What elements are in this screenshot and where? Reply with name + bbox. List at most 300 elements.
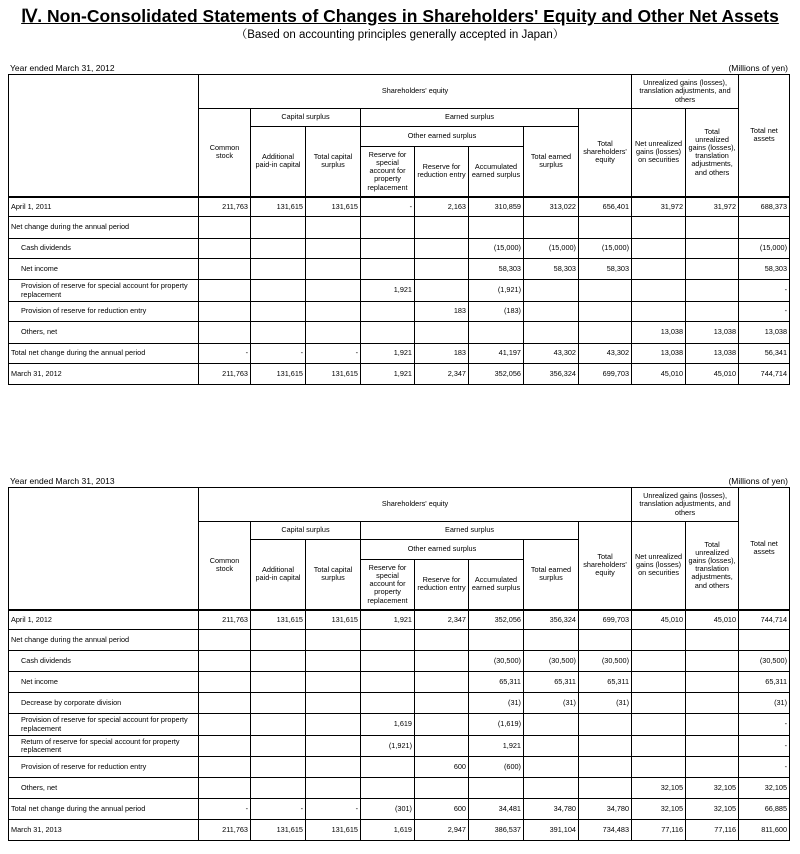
header-common-stock: Common stock (199, 109, 251, 197)
value-cell (415, 736, 469, 757)
value-cell (306, 714, 361, 736)
value-cell (686, 736, 739, 757)
value-cell: 131,615 (251, 197, 306, 217)
header-other-earned-surplus: Other earned surplus (361, 540, 524, 560)
value-cell (632, 651, 686, 672)
value-cell (361, 322, 415, 344)
header-net-unrealized: Net unrealized gains (losses) on securities (632, 109, 686, 197)
value-cell: 58,303 (469, 259, 524, 280)
value-cell: (30,500) (469, 651, 524, 672)
value-cell: 211,763 (199, 610, 251, 630)
header-net-unrealized: Net unrealized gains (losses) on securities (632, 522, 686, 610)
value-cell: - (199, 799, 251, 820)
row-label: Net income (9, 259, 199, 280)
value-cell (415, 259, 469, 280)
header-total-shareholders-equity: Total shareholders' equity (579, 109, 632, 197)
value-cell: 58,303 (739, 259, 790, 280)
header-total-net-assets: Total net assets (739, 75, 790, 197)
value-cell: - (739, 736, 790, 757)
value-cell (199, 693, 251, 714)
value-cell: 32,105 (632, 778, 686, 799)
header-accumulated-earned-surplus: Accumulated earned surplus (469, 147, 524, 197)
header-capital-surplus: Capital surplus (251, 522, 361, 540)
value-cell (469, 217, 524, 239)
value-cell (524, 778, 579, 799)
header-additional-paid-in: Additional paid-in capital (251, 540, 306, 610)
value-cell (199, 778, 251, 799)
value-cell (686, 217, 739, 239)
table-row (9, 259, 790, 280)
value-cell (415, 630, 469, 651)
table-row (9, 651, 790, 672)
row-label: Net income (9, 672, 199, 693)
row-label: Decrease by corporate division (9, 693, 199, 714)
value-cell: 600 (415, 757, 469, 778)
value-cell: 34,780 (579, 799, 632, 820)
value-cell (361, 672, 415, 693)
value-cell: (30,500) (524, 651, 579, 672)
value-cell: (1,921) (361, 736, 415, 757)
value-cell (251, 217, 306, 239)
header-reserve-property-replacement: Reserve for special account for property replacement (361, 147, 415, 197)
value-cell (469, 322, 524, 344)
value-cell: 13,038 (632, 344, 686, 364)
value-cell (306, 239, 361, 259)
value-cell: 2,947 (415, 820, 469, 841)
value-cell (199, 217, 251, 239)
value-cell: 1,921 (361, 610, 415, 630)
value-cell: 34,780 (524, 799, 579, 820)
value-cell: 699,703 (579, 364, 632, 385)
value-cell: 688,373 (739, 197, 790, 217)
value-cell (361, 630, 415, 651)
row-label: Return of reserve for special account for property replacement (9, 736, 199, 757)
value-cell: 58,303 (524, 259, 579, 280)
table-row (9, 799, 790, 820)
value-cell: 65,311 (469, 672, 524, 693)
value-cell (632, 693, 686, 714)
value-cell (686, 239, 739, 259)
value-cell: 734,483 (579, 820, 632, 841)
value-cell: (31) (739, 693, 790, 714)
value-cell: (301) (361, 799, 415, 820)
value-cell: 352,056 (469, 364, 524, 385)
row-label: April 1, 2012 (9, 610, 199, 630)
value-cell: 43,302 (524, 344, 579, 364)
value-cell: - (306, 799, 361, 820)
value-cell (579, 217, 632, 239)
value-cell (251, 630, 306, 651)
value-cell (361, 778, 415, 799)
table-row (9, 736, 790, 757)
value-cell (415, 217, 469, 239)
header-reserve-reduction-entry: Reserve for reduction entry (415, 147, 469, 197)
value-cell: - (251, 344, 306, 364)
header-unrealized-gains: Unrealized gains (losses), translation adjustments, and others (632, 488, 739, 522)
value-cell: 43,302 (579, 344, 632, 364)
row-label: Provision of reserve for special account for property replacement (9, 714, 199, 736)
value-cell (199, 630, 251, 651)
table-row (9, 280, 790, 302)
value-cell (361, 217, 415, 239)
value-cell (579, 736, 632, 757)
table-row (9, 197, 790, 217)
period-label: Year ended March 31, 2013 (10, 476, 115, 486)
row-label: April 1, 2011 (9, 197, 199, 217)
value-cell: 13,038 (739, 322, 790, 344)
value-cell (306, 672, 361, 693)
value-cell (251, 302, 306, 322)
value-cell: (15,000) (524, 239, 579, 259)
value-cell (306, 736, 361, 757)
header-total-capital-surplus: Total capital surplus (306, 540, 361, 610)
header-shareholders-equity: Shareholders' equity (199, 75, 632, 109)
value-cell (632, 714, 686, 736)
row-label: Provision of reserve for special account for property replacement (9, 280, 199, 302)
value-cell: 41,197 (469, 344, 524, 364)
value-cell (579, 322, 632, 344)
value-cell: 131,615 (306, 197, 361, 217)
value-cell (686, 693, 739, 714)
value-cell (361, 651, 415, 672)
value-cell (632, 302, 686, 322)
value-cell: 32,105 (686, 778, 739, 799)
value-cell: 211,763 (199, 364, 251, 385)
value-cell: 45,010 (632, 364, 686, 385)
value-cell (524, 757, 579, 778)
value-cell (199, 280, 251, 302)
value-cell: (15,000) (739, 239, 790, 259)
header-common-stock: Common stock (199, 522, 251, 610)
table-row (9, 610, 790, 630)
value-cell: 600 (415, 799, 469, 820)
value-cell: 744,714 (739, 364, 790, 385)
value-cell (632, 630, 686, 651)
value-cell (632, 280, 686, 302)
value-cell: 2,163 (415, 197, 469, 217)
table-row (9, 364, 790, 385)
value-cell (199, 757, 251, 778)
value-cell: 45,010 (686, 364, 739, 385)
value-cell (361, 693, 415, 714)
row-label: Provision of reserve for reduction entry (9, 302, 199, 322)
header-other-earned-surplus: Other earned surplus (361, 127, 524, 147)
value-cell (361, 239, 415, 259)
table-row (9, 672, 790, 693)
value-cell: 1,921 (361, 344, 415, 364)
value-cell: - (739, 757, 790, 778)
value-cell (686, 630, 739, 651)
value-cell (251, 672, 306, 693)
row-label: Net change during the annual period (9, 630, 199, 651)
value-cell (524, 736, 579, 757)
value-cell (686, 714, 739, 736)
value-cell (199, 651, 251, 672)
value-cell (686, 259, 739, 280)
header-corner (9, 488, 199, 610)
value-cell (415, 714, 469, 736)
value-cell (579, 757, 632, 778)
page-title: Ⅳ. Non-Consolidated Statements of Changes in Shareholders' Equity and Other Net Assets (21, 6, 779, 26)
value-cell (686, 651, 739, 672)
value-cell (415, 322, 469, 344)
value-cell (306, 302, 361, 322)
value-cell: (30,500) (579, 651, 632, 672)
row-label: Net change during the annual period (9, 217, 199, 239)
value-cell: (15,000) (579, 239, 632, 259)
value-cell: 211,763 (199, 197, 251, 217)
value-cell (306, 651, 361, 672)
value-cell: 131,615 (306, 610, 361, 630)
value-cell (415, 280, 469, 302)
value-cell (251, 757, 306, 778)
row-label: Provision of reserve for reduction entry (9, 757, 199, 778)
value-cell (739, 630, 790, 651)
value-cell: (183) (469, 302, 524, 322)
table-row (9, 630, 790, 651)
header-earned-surplus: Earned surplus (361, 522, 579, 540)
equity-statement-table (8, 74, 790, 385)
value-cell (199, 239, 251, 259)
value-cell (251, 280, 306, 302)
value-cell (199, 322, 251, 344)
period-label: Year ended March 31, 2012 (10, 63, 115, 73)
value-cell: 2,347 (415, 364, 469, 385)
value-cell: 65,311 (524, 672, 579, 693)
header-total-capital-surplus: Total capital surplus (306, 127, 361, 197)
value-cell: - (739, 280, 790, 302)
page-subtitle: （Based on accounting principles generally accepted in Japan） (235, 29, 565, 41)
value-cell: 131,615 (251, 820, 306, 841)
table-row (9, 344, 790, 364)
value-cell (632, 736, 686, 757)
header-total-earned-surplus: Total earned surplus (524, 127, 579, 197)
header-accumulated-earned-surplus: Accumulated earned surplus (469, 560, 524, 610)
row-label: Total net change during the annual period (9, 344, 199, 364)
value-cell: 58,303 (579, 259, 632, 280)
value-cell (251, 322, 306, 344)
value-cell: 1,921 (361, 364, 415, 385)
value-cell: 310,859 (469, 197, 524, 217)
value-cell (199, 302, 251, 322)
value-cell: - (739, 714, 790, 736)
header-row (9, 75, 790, 109)
value-cell: 77,116 (632, 820, 686, 841)
header-total-unrealized: Total unrealized gains (losses), translation adjustments, and others (686, 522, 739, 610)
value-cell (199, 672, 251, 693)
value-cell: 131,615 (251, 610, 306, 630)
value-cell: 811,600 (739, 820, 790, 841)
table-row (9, 302, 790, 322)
value-cell: (600) (469, 757, 524, 778)
value-cell: - (306, 344, 361, 364)
value-cell: 391,104 (524, 820, 579, 841)
value-cell (579, 630, 632, 651)
value-cell: (31) (469, 693, 524, 714)
value-cell (251, 778, 306, 799)
value-cell: - (251, 799, 306, 820)
value-cell (415, 778, 469, 799)
value-cell: 32,105 (739, 778, 790, 799)
value-cell: 65,311 (579, 672, 632, 693)
value-cell (306, 322, 361, 344)
row-label: Cash dividends (9, 651, 199, 672)
header-corner (9, 75, 199, 197)
value-cell: 65,311 (739, 672, 790, 693)
value-cell (524, 714, 579, 736)
value-cell: 13,038 (632, 322, 686, 344)
table-row (9, 322, 790, 344)
value-cell: 45,010 (686, 610, 739, 630)
value-cell: 56,341 (739, 344, 790, 364)
table-row (9, 693, 790, 714)
value-cell (524, 322, 579, 344)
table-row (9, 757, 790, 778)
value-cell (415, 651, 469, 672)
value-cell: 34,481 (469, 799, 524, 820)
value-cell (251, 693, 306, 714)
header-reserve-reduction-entry: Reserve for reduction entry (415, 560, 469, 610)
value-cell (306, 630, 361, 651)
value-cell: (1,619) (469, 714, 524, 736)
value-cell: 32,105 (686, 799, 739, 820)
value-cell (686, 302, 739, 322)
value-cell: 352,056 (469, 610, 524, 630)
value-cell (686, 280, 739, 302)
table-row (9, 820, 790, 841)
value-cell (579, 714, 632, 736)
unit-label: (Millions of yen) (728, 476, 788, 486)
value-cell (415, 672, 469, 693)
value-cell: 183 (415, 344, 469, 364)
value-cell: 386,537 (469, 820, 524, 841)
value-cell (306, 280, 361, 302)
value-cell (686, 672, 739, 693)
header-total-unrealized: Total unrealized gains (losses), translation adjustments, and others (686, 109, 739, 197)
value-cell: 656,401 (579, 197, 632, 217)
value-cell (306, 757, 361, 778)
value-cell: 66,885 (739, 799, 790, 820)
value-cell (306, 693, 361, 714)
value-cell: (31) (579, 693, 632, 714)
value-cell (632, 217, 686, 239)
row-label: March 31, 2013 (9, 820, 199, 841)
value-cell (251, 736, 306, 757)
value-cell (199, 736, 251, 757)
value-cell (632, 757, 686, 778)
value-cell (199, 714, 251, 736)
value-cell (251, 651, 306, 672)
value-cell (251, 259, 306, 280)
row-label: March 31, 2012 (9, 364, 199, 385)
header-additional-paid-in: Additional paid-in capital (251, 127, 306, 197)
value-cell: 1,619 (361, 820, 415, 841)
value-cell: 356,324 (524, 610, 579, 630)
value-cell: 45,010 (632, 610, 686, 630)
value-cell (579, 302, 632, 322)
value-cell: - (199, 344, 251, 364)
value-cell (306, 778, 361, 799)
value-cell (469, 778, 524, 799)
value-cell: (30,500) (739, 651, 790, 672)
value-cell: 1,921 (361, 280, 415, 302)
row-label: Total net change during the annual period (9, 799, 199, 820)
value-cell (686, 757, 739, 778)
value-cell (469, 630, 524, 651)
row-label: Others, net (9, 322, 199, 344)
value-cell: - (361, 197, 415, 217)
table-row (9, 239, 790, 259)
header-reserve-property-replacement: Reserve for special account for property replacement (361, 560, 415, 610)
value-cell: (15,000) (469, 239, 524, 259)
header-total-shareholders-equity: Total shareholders' equity (579, 522, 632, 610)
value-cell: 2,347 (415, 610, 469, 630)
value-cell: 313,022 (524, 197, 579, 217)
header-shareholders-equity: Shareholders' equity (199, 488, 632, 522)
value-cell (199, 259, 251, 280)
value-cell (524, 630, 579, 651)
value-cell: 77,116 (686, 820, 739, 841)
value-cell: 131,615 (251, 364, 306, 385)
value-cell (361, 302, 415, 322)
value-cell (524, 280, 579, 302)
value-cell: 211,763 (199, 820, 251, 841)
header-earned-surplus: Earned surplus (361, 109, 579, 127)
value-cell (524, 302, 579, 322)
value-cell (251, 714, 306, 736)
value-cell: 32,105 (632, 799, 686, 820)
value-cell: 356,324 (524, 364, 579, 385)
value-cell (361, 259, 415, 280)
equity-statement-table (8, 487, 790, 841)
table-row (9, 778, 790, 799)
value-cell (579, 778, 632, 799)
value-cell (632, 239, 686, 259)
value-cell: 131,615 (306, 820, 361, 841)
value-cell (739, 217, 790, 239)
value-cell (251, 239, 306, 259)
unit-label: (Millions of yen) (728, 63, 788, 73)
header-total-earned-surplus: Total earned surplus (524, 540, 579, 610)
value-cell: 744,714 (739, 610, 790, 630)
value-cell: 183 (415, 302, 469, 322)
value-cell (361, 757, 415, 778)
row-label: Cash dividends (9, 239, 199, 259)
table-row (9, 217, 790, 239)
value-cell: 13,038 (686, 344, 739, 364)
value-cell (524, 217, 579, 239)
value-cell (632, 672, 686, 693)
header-total-net-assets: Total net assets (739, 488, 790, 610)
value-cell: 13,038 (686, 322, 739, 344)
value-cell: (31) (524, 693, 579, 714)
value-cell: 31,972 (686, 197, 739, 217)
value-cell (415, 239, 469, 259)
value-cell (306, 217, 361, 239)
value-cell: - (739, 302, 790, 322)
table-row (9, 714, 790, 736)
value-cell (632, 259, 686, 280)
value-cell: 699,703 (579, 610, 632, 630)
value-cell (415, 693, 469, 714)
header-capital-surplus: Capital surplus (251, 109, 361, 127)
value-cell: 31,972 (632, 197, 686, 217)
value-cell: 131,615 (306, 364, 361, 385)
value-cell (306, 259, 361, 280)
header-unrealized-gains: Unrealized gains (losses), translation adjustments, and others (632, 75, 739, 109)
value-cell (579, 280, 632, 302)
row-label: Others, net (9, 778, 199, 799)
